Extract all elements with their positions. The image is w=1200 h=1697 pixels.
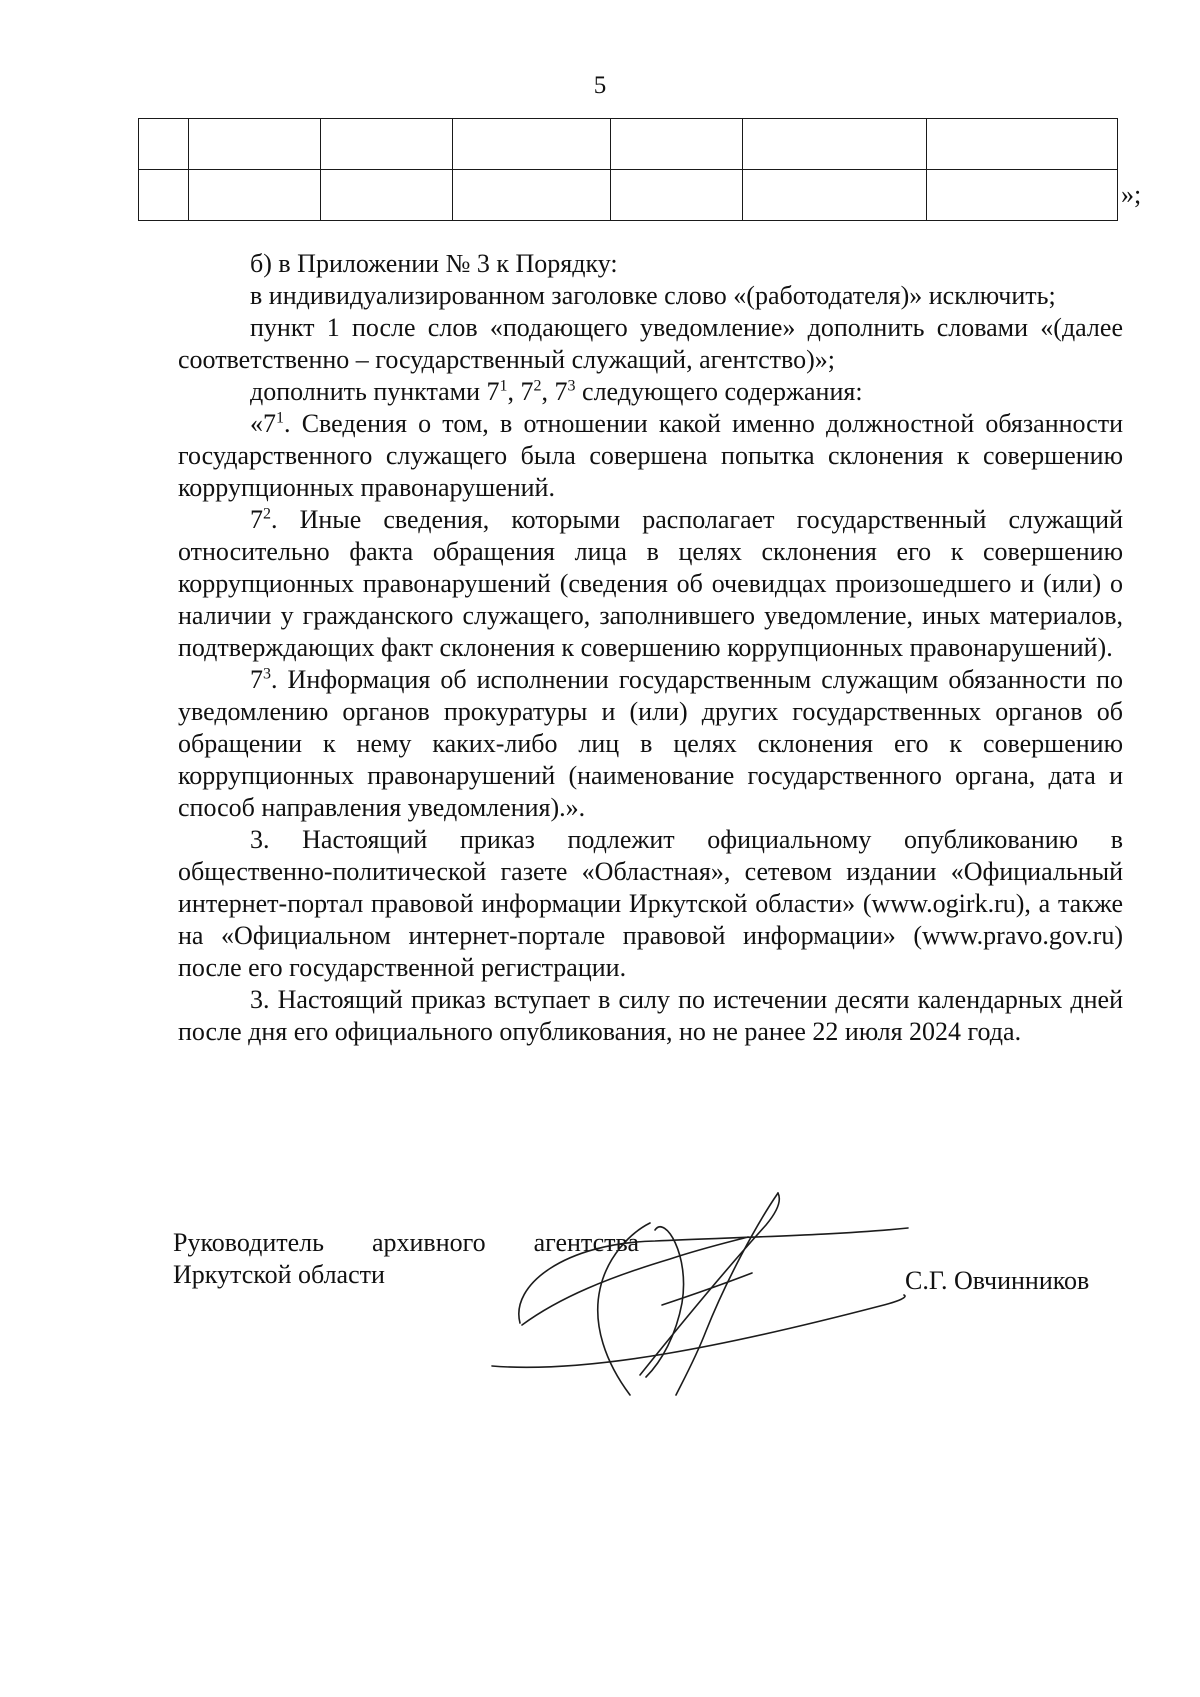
text-run: 7: [250, 665, 263, 694]
text-run: 3. Настоящий приказ подлежит официальному опубликованию в общественно-политической газете «Областная», сетевом издании «Официальный интернет-портал правовой информации Иркутской области» (www.ogirk.ru), а также на «Официальном интернет-портале правовой информации» (www.pravo.gov.ru) после его государственной регистрации.: [178, 825, 1123, 982]
text-run: , 7: [507, 377, 534, 406]
table-cell: [611, 119, 743, 170]
paragraph-p4: [178, 376, 1123, 408]
signer-title-word: агентства: [533, 1228, 639, 1257]
paragraph-p8: [178, 824, 1123, 984]
table-cell: [927, 170, 1118, 221]
text-run: в индивидуализированном заголовке слово «(работодателя)» исключить;: [250, 281, 1056, 310]
text-run: пункт 1 после слов «подающего уведомление» дополнить словами «(далее соответственно – государственный служащий, агентство)»;: [178, 313, 1123, 374]
table-cell: [453, 170, 611, 221]
amendment-body: [178, 248, 1123, 1048]
signer-title-line-2: Иркутской области: [173, 1260, 385, 1289]
text-run: дополнить пунктами 7: [250, 377, 500, 406]
text-run: «7: [250, 409, 276, 438]
table-row: [139, 170, 1118, 221]
table-cell: [189, 170, 321, 221]
signer-title-word: Руководитель: [173, 1228, 324, 1257]
table-cell: [189, 119, 321, 170]
paragraph-p7: [178, 664, 1123, 824]
text-run: , 7: [541, 377, 568, 406]
text-run: 3. Настоящий приказ вступает в силу по истечении десяти календарных дней после дня его официального опубликования, но не ранее 22 июля 2024 года.: [178, 985, 1123, 1046]
page-number: 5: [593, 72, 607, 99]
paragraph-p9: [178, 984, 1123, 1048]
text-run: б) в Приложении № 3 к Порядку:: [250, 249, 618, 278]
paragraph-p5: [178, 408, 1123, 504]
paragraph-p3: [178, 312, 1123, 376]
text-run: . Иные сведения, которыми располагает государственный служащий относительно факта обращения лица в целях склонения его к совершению коррупционных правонарушений (сведения об очевидцах произошедшего и (или) о наличии у гражданского служащего, заполнившего уведомление, иных материалов, подтверждающих факт склонения к совершению коррупционных правонарушений).: [178, 505, 1123, 662]
superscript: 1: [276, 409, 284, 427]
table-cell: [611, 170, 743, 221]
superscript: 1: [499, 377, 508, 395]
table-cell: [321, 170, 453, 221]
superscript: 2: [263, 505, 271, 523]
text-run: . Сведения о том, в отношении какой именно должностной обязанности государственного служащего была совершена попытка склонения к совершению коррупционных правонарушений.: [178, 409, 1123, 502]
table-cell: [321, 119, 453, 170]
table-cell: [139, 170, 189, 221]
superscript: 3: [263, 665, 271, 683]
table-stub: [138, 118, 1118, 221]
superscript: 2: [533, 377, 542, 395]
text-run: 7: [250, 505, 263, 534]
paragraph-p1: [178, 248, 1123, 280]
text-run: следующего содержания:: [575, 377, 863, 406]
superscript: 3: [567, 377, 576, 395]
table-cell: [743, 119, 927, 170]
table-closing-quote: »;: [1121, 180, 1142, 209]
table-cell: [927, 119, 1118, 170]
signer-name: С.Г. Овчинников: [905, 1266, 1090, 1295]
paragraph-p2: [178, 280, 1123, 312]
handwritten-signature: [480, 1185, 940, 1405]
table-cell: [743, 170, 927, 221]
signer-title-word: архивного: [371, 1228, 486, 1257]
text-run: . Информация об исполнении государственным служащим обязанности по уведомлению органов прокуратуры и (или) других государственных органов об обращении к нему каких-либо лиц в целях склонения его к совершению коррупционных правонарушений (наименование государственного органа, дата и способ направления уведомления).».: [178, 665, 1123, 822]
paragraph-p6: [178, 504, 1123, 664]
table-cell: [139, 119, 189, 170]
table-row: [139, 119, 1118, 170]
table-cell: [453, 119, 611, 170]
